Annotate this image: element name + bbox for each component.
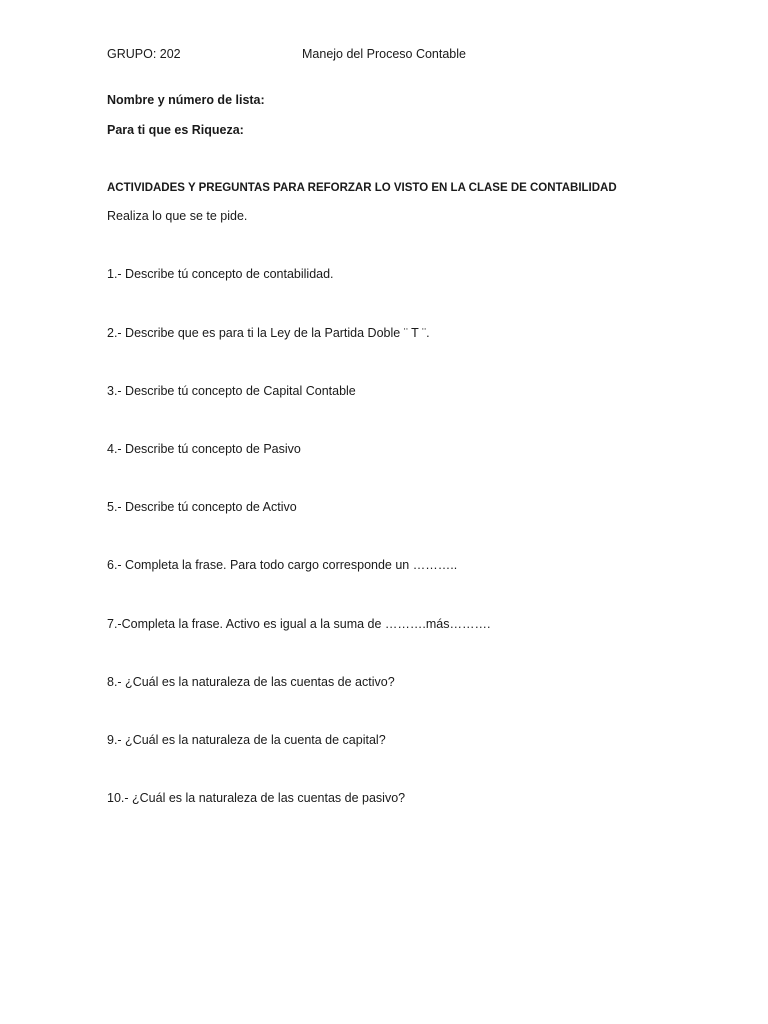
group-label: GRUPO: 202 — [107, 47, 181, 61]
question-1: 1.- Describe tú concepto de contabilidad. — [107, 267, 334, 281]
question-5: 5.- Describe tú concepto de Activo — [107, 500, 297, 514]
question-10: 10.- ¿Cuál es la naturaleza de las cuentas de pasivo? — [107, 791, 406, 805]
section-title: ACTIVIDADES Y PREGUNTAS PARA REFORZAR LO VISTO EN LA CLASE DE CONTABILIDAD — [107, 182, 617, 194]
question-2: 2.- Describe que es para ti la Ley de la Partida Doble ¨ T ¨. — [107, 326, 430, 340]
question-3: 3.- Describe tú concepto de Capital Contable — [107, 384, 356, 398]
question-6: 6.- Completa la frase. Para todo cargo corresponde un ……….. — [107, 558, 458, 572]
question-8: 8.- ¿Cuál es la naturaleza de las cuentas de activo? — [107, 675, 395, 689]
question-7: 7.-Completa la frase. Activo es igual a la suma de ……….más………. — [107, 617, 491, 631]
course-title: Manejo del Proceso Contable — [302, 47, 466, 61]
question-4: 4.- Describe tú concepto de Pasivo — [107, 442, 301, 456]
instruction-text: Realiza lo que se te pide. — [107, 209, 248, 223]
name-field-label: Nombre y número de lista: — [107, 93, 265, 107]
question-9: 9.- ¿Cuál es la naturaleza de la cuenta de capital? — [107, 733, 386, 747]
wealth-field-label: Para ti que es Riqueza: — [107, 123, 244, 137]
